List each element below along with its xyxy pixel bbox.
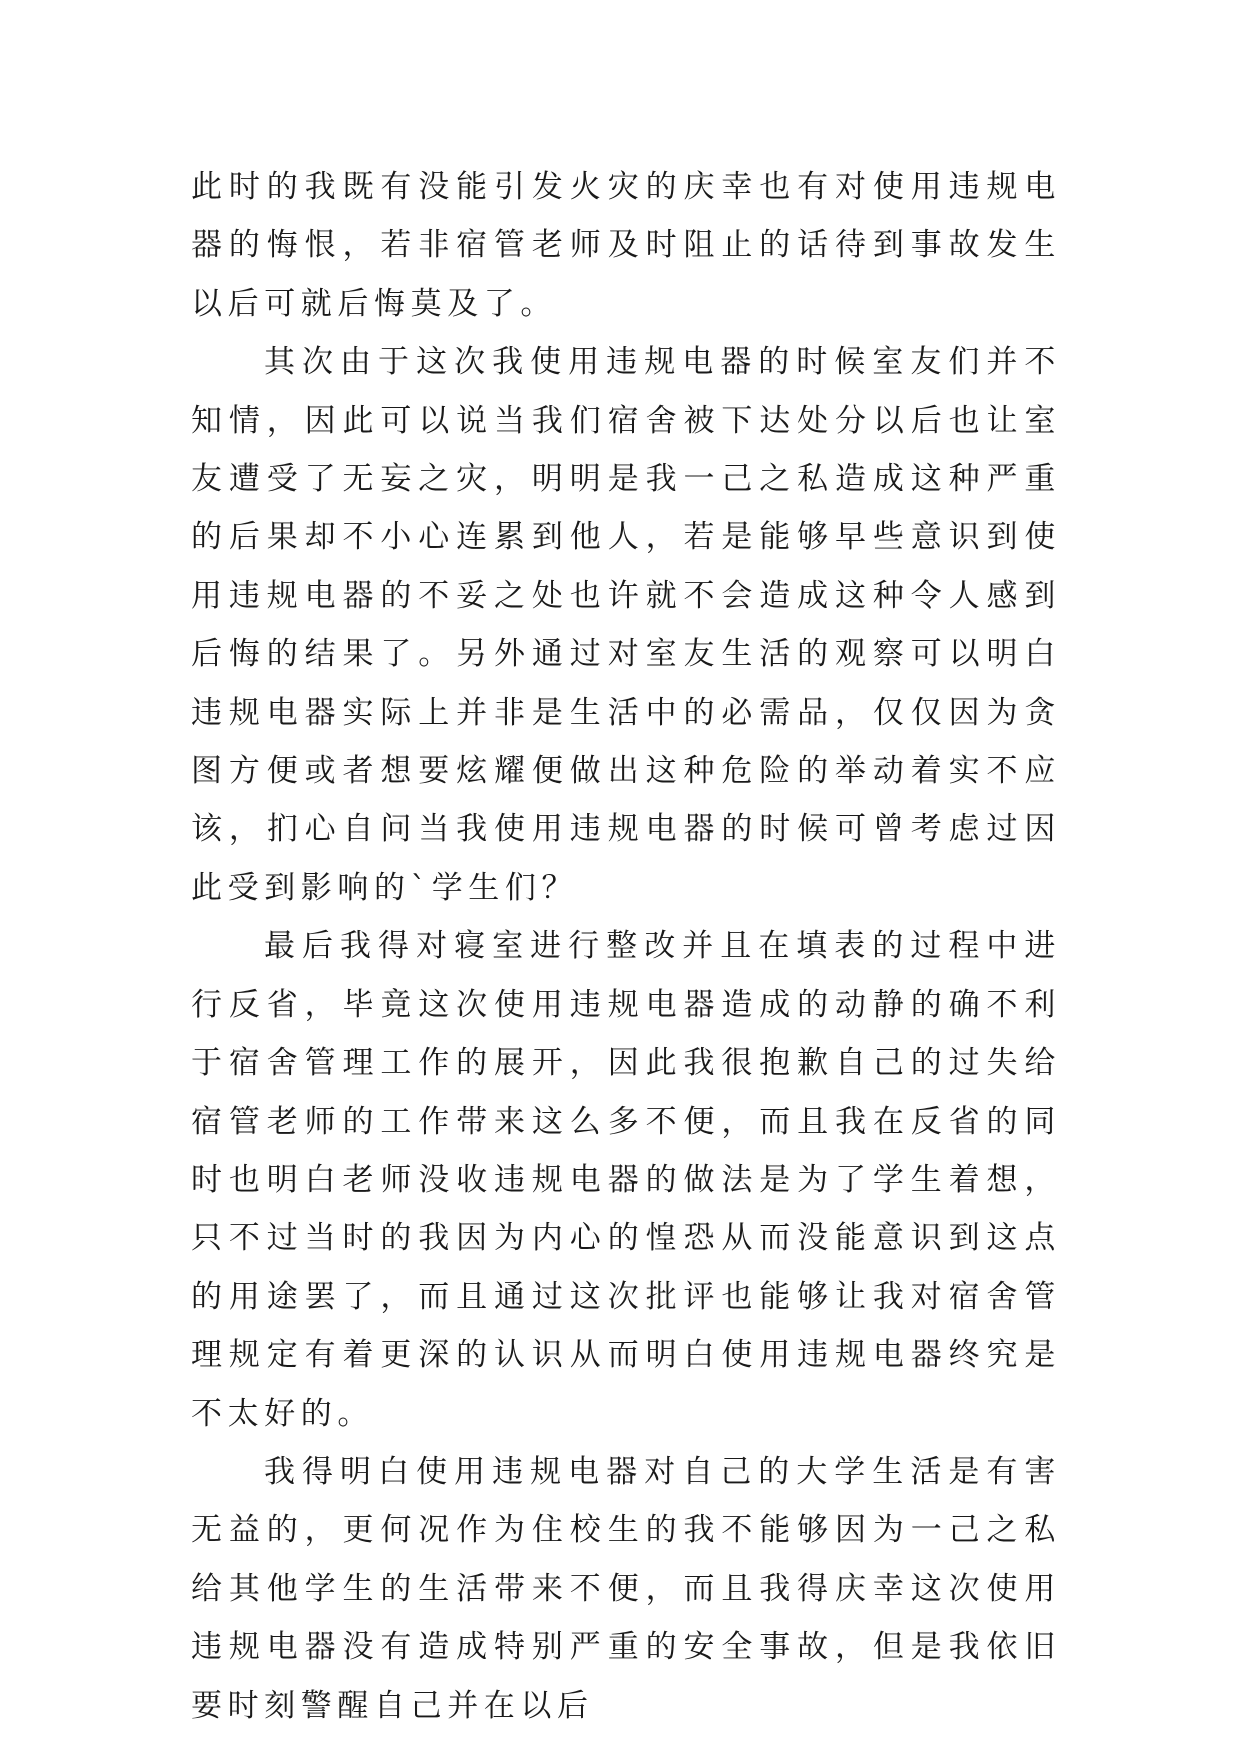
document-body — [191, 158, 1061, 1735]
paragraph-3: 最后我得对寝室进行整改并且在填表的过程中进行反省，毕竟这次使用违规电器造成的动静的确不利于宿舍管理工作的展开，因此我很抱歉自己的过失给宿管老师的工作带来这么多不便，而且我在反省的同时也明白老师没收违规电器的做法是为了学生着想，只不过当时的我因为内心的惶恐从而没能意识到这点的用途罢了，而且通过这次批评也能够让我对宿舍管理规定有着更深的认识从而明白使用违规电器终究是不太好的。 — [191, 928, 1061, 1432]
paragraph-2: 其次由于这次我使用违规电器的时候室友们并不知情，因此可以说当我们宿舍被下达处分以后也让室友遭受了无妄之灾，明明是我一己之私造成这种严重的后果却不小心连累到他人，若是能够早些意识到使用违规电器的不妥之处也许就不会造成这种令人感到后悔的结果了。另外通过对室友生活的观察可以明白违规电器实际上并非是生活中的必需品，仅仅因为贪图方便或者想要炫耀便做出这种危险的举动着实不应该，扪心自问当我使用违规电器的时候可曾考虑过因此受到影响的`学生们？ — [191, 344, 1061, 906]
paragraph-1: 此时的我既有没能引发火灾的庆幸也有对使用违规电器的悔恨，若非宿管老师及时阻止的话待到事故发生以后可就后悔莫及了。 — [191, 169, 1061, 322]
paragraph-4: 我得明白使用违规电器对自己的大学生活是有害无益的，更何况作为住校生的我不能够因为一己之私给其他学生的生活带来不便，而且我得庆幸这次使用违规电器没有造成特别严重的安全事故，但是我依旧要时刻警醒自己并在以后 — [191, 1453, 1061, 1724]
